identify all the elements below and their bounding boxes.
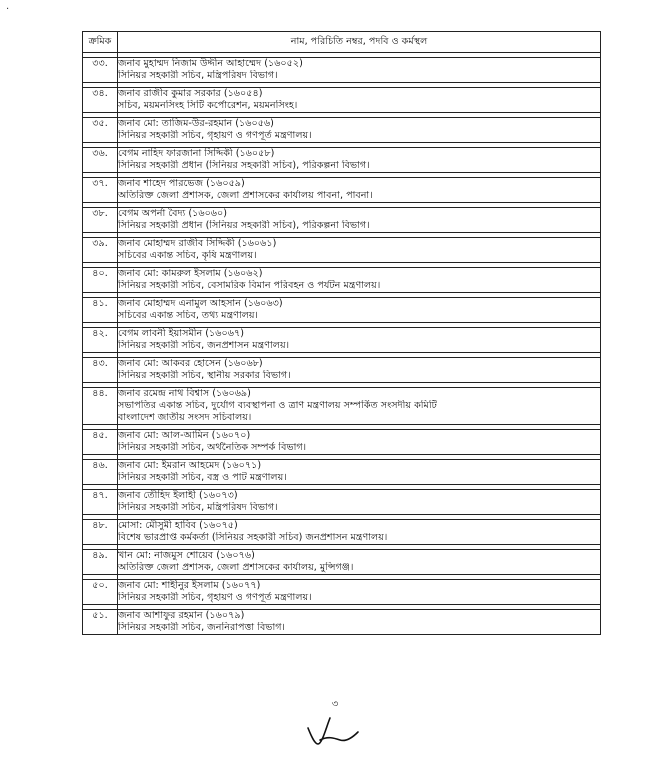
serial-number: ৪৩. <box>83 358 118 383</box>
officer-designation: অতিরিক্ত জেলা প্রশাসক, জেলা প্রশাসকের কার্যালয়, মুন্সিগঞ্জ। <box>118 562 354 573</box>
officer-designation: সিনিয়র সহকারী সচিব, জননিরাপত্তা বিভাগ। <box>118 622 285 633</box>
officer-designation: সিনিয়র সহকারী সচিব, মন্ত্রিপরিষদ বিভাগ। <box>118 502 278 513</box>
table-row <box>83 460 601 485</box>
officer-name: জনাব তৌহিদ ইলাহী (১৬০৭৩) <box>118 490 238 501</box>
officer-name: বেগম নাহিদ ফারজানা সিদ্দিকী (১৬০৫৮) <box>118 148 275 159</box>
officer-details <box>118 178 601 203</box>
officer-details <box>118 58 601 83</box>
officer-details <box>118 610 601 635</box>
serial-number: ৪৫. <box>83 430 118 455</box>
officer-name: বেগম লাবনী ইয়াসমীন (১৬০৬৭) <box>118 328 244 339</box>
officer-details <box>118 298 601 323</box>
officer-name: জনাব রাজীব কুমার সরকার (১৬০৫৪) <box>118 88 263 99</box>
officer-designation: সিনিয়র সহকারী সচিব, জনপ্রশাসন মন্ত্রণালয়। <box>118 340 290 351</box>
officer-designation: সচিব, ময়মনসিংহ সিটি কর্পোরেশন, ময়মনসিংহ। <box>118 100 298 111</box>
table-row <box>83 610 601 635</box>
officer-details <box>118 358 601 383</box>
table-row <box>83 388 601 425</box>
officer-details <box>118 430 601 455</box>
officer-details <box>118 208 601 233</box>
serial-number: ৩৯. <box>83 238 118 263</box>
signature-mark <box>304 714 364 750</box>
officer-details <box>118 118 601 143</box>
serial-number: ৩৭. <box>83 178 118 203</box>
serial-number: ৫০. <box>83 580 118 605</box>
officer-designation: বিশেষ ভারপ্রাপ্ত কর্মকর্তা (সিনিয়র সহকারী সচিব) জনপ্রশাসন মন্ত্রণালয়। <box>118 532 388 543</box>
officer-name: জনাব রমেন্দ্র নাথ বিশ্বাস (১৬০৬৯) <box>118 388 251 399</box>
officer-name: জনাব মোহাম্মদ এনামুল আহসান (১৬০৬৩) <box>118 298 283 309</box>
serial-number: ৫১. <box>83 610 118 635</box>
officer-details <box>118 580 601 605</box>
table-row <box>83 88 601 113</box>
officer-details <box>118 550 601 575</box>
officer-name: জনাব মো: ইমরান আহমেদ (১৬০৭১) <box>118 460 262 471</box>
table-row <box>83 268 601 293</box>
page-number: ৩ <box>331 699 339 710</box>
table-row <box>83 178 601 203</box>
officer-name: বেগম অপর্না বৈদ্য (১৬০৬০) <box>118 208 228 219</box>
corner-mark: · <box>6 4 10 15</box>
officer-name: মোসা: মৌসুমী হাবিব (১৬০৭৫) <box>118 520 238 531</box>
officer-designation: অতিরিক্ত জেলা প্রশাসক, জেলা প্রশাসকের কার্যালয় পাবনা, পাবনা। <box>118 190 373 201</box>
officer-designation: সিনিয়র সহকারী প্রধান (সিনিয়র সহকারী সচিব), পরিকল্পনা বিভাগ। <box>118 160 370 171</box>
officer-name: জনাব মো: তাজিম-উর-রহমান (১৬০৫৬) <box>118 118 274 129</box>
officer-name: জনাব মো: শাহীনুর ইসলাম (১৬০৭৭) <box>118 580 261 591</box>
officer-designation: সিনিয়র সহকারী প্রধান (সিনিয়র সহকারী সচিব), পরিকল্পনা বিভাগ। <box>118 220 370 231</box>
officer-name: জনাব মো: আকবর হোসেন (১৬০৬৮) <box>118 358 263 369</box>
officer-name: জনাব আশাফুর রহমান (১৬০৭৯) <box>118 610 245 621</box>
table-row <box>83 238 601 263</box>
table-row <box>83 208 601 233</box>
serial-number: ৪১. <box>83 298 118 323</box>
officer-details <box>118 148 601 173</box>
table-row <box>83 148 601 173</box>
officer-designation: সিনিয়র সহকারী সচিব, মন্ত্রিপরিষদ বিভাগ। <box>118 70 278 81</box>
officer-designation: সভাপতির একান্ত সচিব, দুর্যোগ ব্যবস্থাপনা ও ত্রাণ মন্ত্রণালয় সম্পর্কিত সংসদীয় কমিটি <box>118 400 437 411</box>
officer-designation: সিনিয়র সহকারী সচিব, অর্থনৈতিক সম্পর্ক বিভাগ। <box>118 442 307 453</box>
serial-number: ৪৬. <box>83 460 118 485</box>
officer-details <box>118 328 601 353</box>
table-row <box>83 520 601 545</box>
officer-designation: সচিবের একান্ত সচিব, তথ্য মন্ত্রণালয়। <box>118 310 258 321</box>
officer-designation: সিনিয়র সহকারী সচিব, বেসামরিক বিমান পরিবহন ও পর্যটন মন্ত্রণালয়। <box>118 280 381 291</box>
officer-designation: সিনিয়র সহকারী সচিব, স্থানীয় সরকার বিভাগ। <box>118 370 291 381</box>
serial-number: ৩৮. <box>83 208 118 233</box>
officer-designation: সিনিয়র সহকারী সচিব, গৃহায়ণ ও গণপূর্ত মন্ত্রণালয়। <box>118 592 312 603</box>
serial-column-header: ক্রমিক <box>83 32 118 53</box>
serial-number: ৪৮. <box>83 520 118 545</box>
serial-number: ৪০. <box>83 268 118 293</box>
serial-number: ৩৫. <box>83 118 118 143</box>
officer-designation: বাংলাদেশ জাতীয় সংসদ সচিবালয়। <box>118 412 252 423</box>
table-row <box>83 490 601 515</box>
table-row <box>83 328 601 353</box>
serial-number: ৪৯. <box>83 550 118 575</box>
serial-number: ৩৬. <box>83 148 118 173</box>
serial-number: ৪৪. <box>83 388 118 425</box>
table-row <box>83 430 601 455</box>
table-row <box>83 58 601 83</box>
officer-designation: সিনিয়র সহকারী সচিব, গৃহায়ণ ও গণপূর্ত মন্ত্রণালয়। <box>118 130 312 141</box>
officer-table <box>82 31 601 635</box>
officer-details <box>118 460 601 485</box>
serial-number: ৩৩. <box>83 58 118 83</box>
officer-name: খান মো: নাজমুস শোয়েব (১৬০৭৬) <box>118 550 255 561</box>
officer-designation: সচিবের একান্ত সচিব, কৃষি মন্ত্রণালয়। <box>118 250 257 261</box>
officer-designation: সিনিয়র সহকারী সচিব, বস্ত্র ও পাট মন্ত্রণালয়। <box>118 472 287 483</box>
officer-details <box>118 238 601 263</box>
officer-name: জনাব মোহাম্মদ রাজীব সিদ্দিকী (১৬০৬১) <box>118 238 277 249</box>
serial-number: ৩৪. <box>83 88 118 113</box>
officer-details <box>118 268 601 293</box>
table-body <box>83 53 601 635</box>
serial-number: ৪২. <box>83 328 118 353</box>
officer-details <box>118 490 601 515</box>
officer-name: জনাব শাহেদ পারভেজ (১৬০৫৯) <box>118 178 245 189</box>
table-row <box>83 550 601 575</box>
officer-name: জনাব মো: কামরুল ইসলাম (১৬০৬২) <box>118 268 263 279</box>
table-row <box>83 298 601 323</box>
officer-details <box>118 388 601 425</box>
officer-details <box>118 88 601 113</box>
officer-details <box>118 520 601 545</box>
serial-number: ৪৭. <box>83 490 118 515</box>
officer-name: জনাব মো: আল-আমিন (১৬০৭০) <box>118 430 251 441</box>
table-header-row <box>83 32 601 53</box>
table-row <box>83 118 601 143</box>
table-row <box>83 358 601 383</box>
officer-name: জনাব মুহাম্মদ নিজাম উদ্দীন আহাম্মেদ (১৬০৫২) <box>118 58 303 69</box>
detail-column-header: নাম, পরিচিতি নম্বর, পদবি ও কর্মস্থল <box>118 32 601 53</box>
table-row <box>83 580 601 605</box>
